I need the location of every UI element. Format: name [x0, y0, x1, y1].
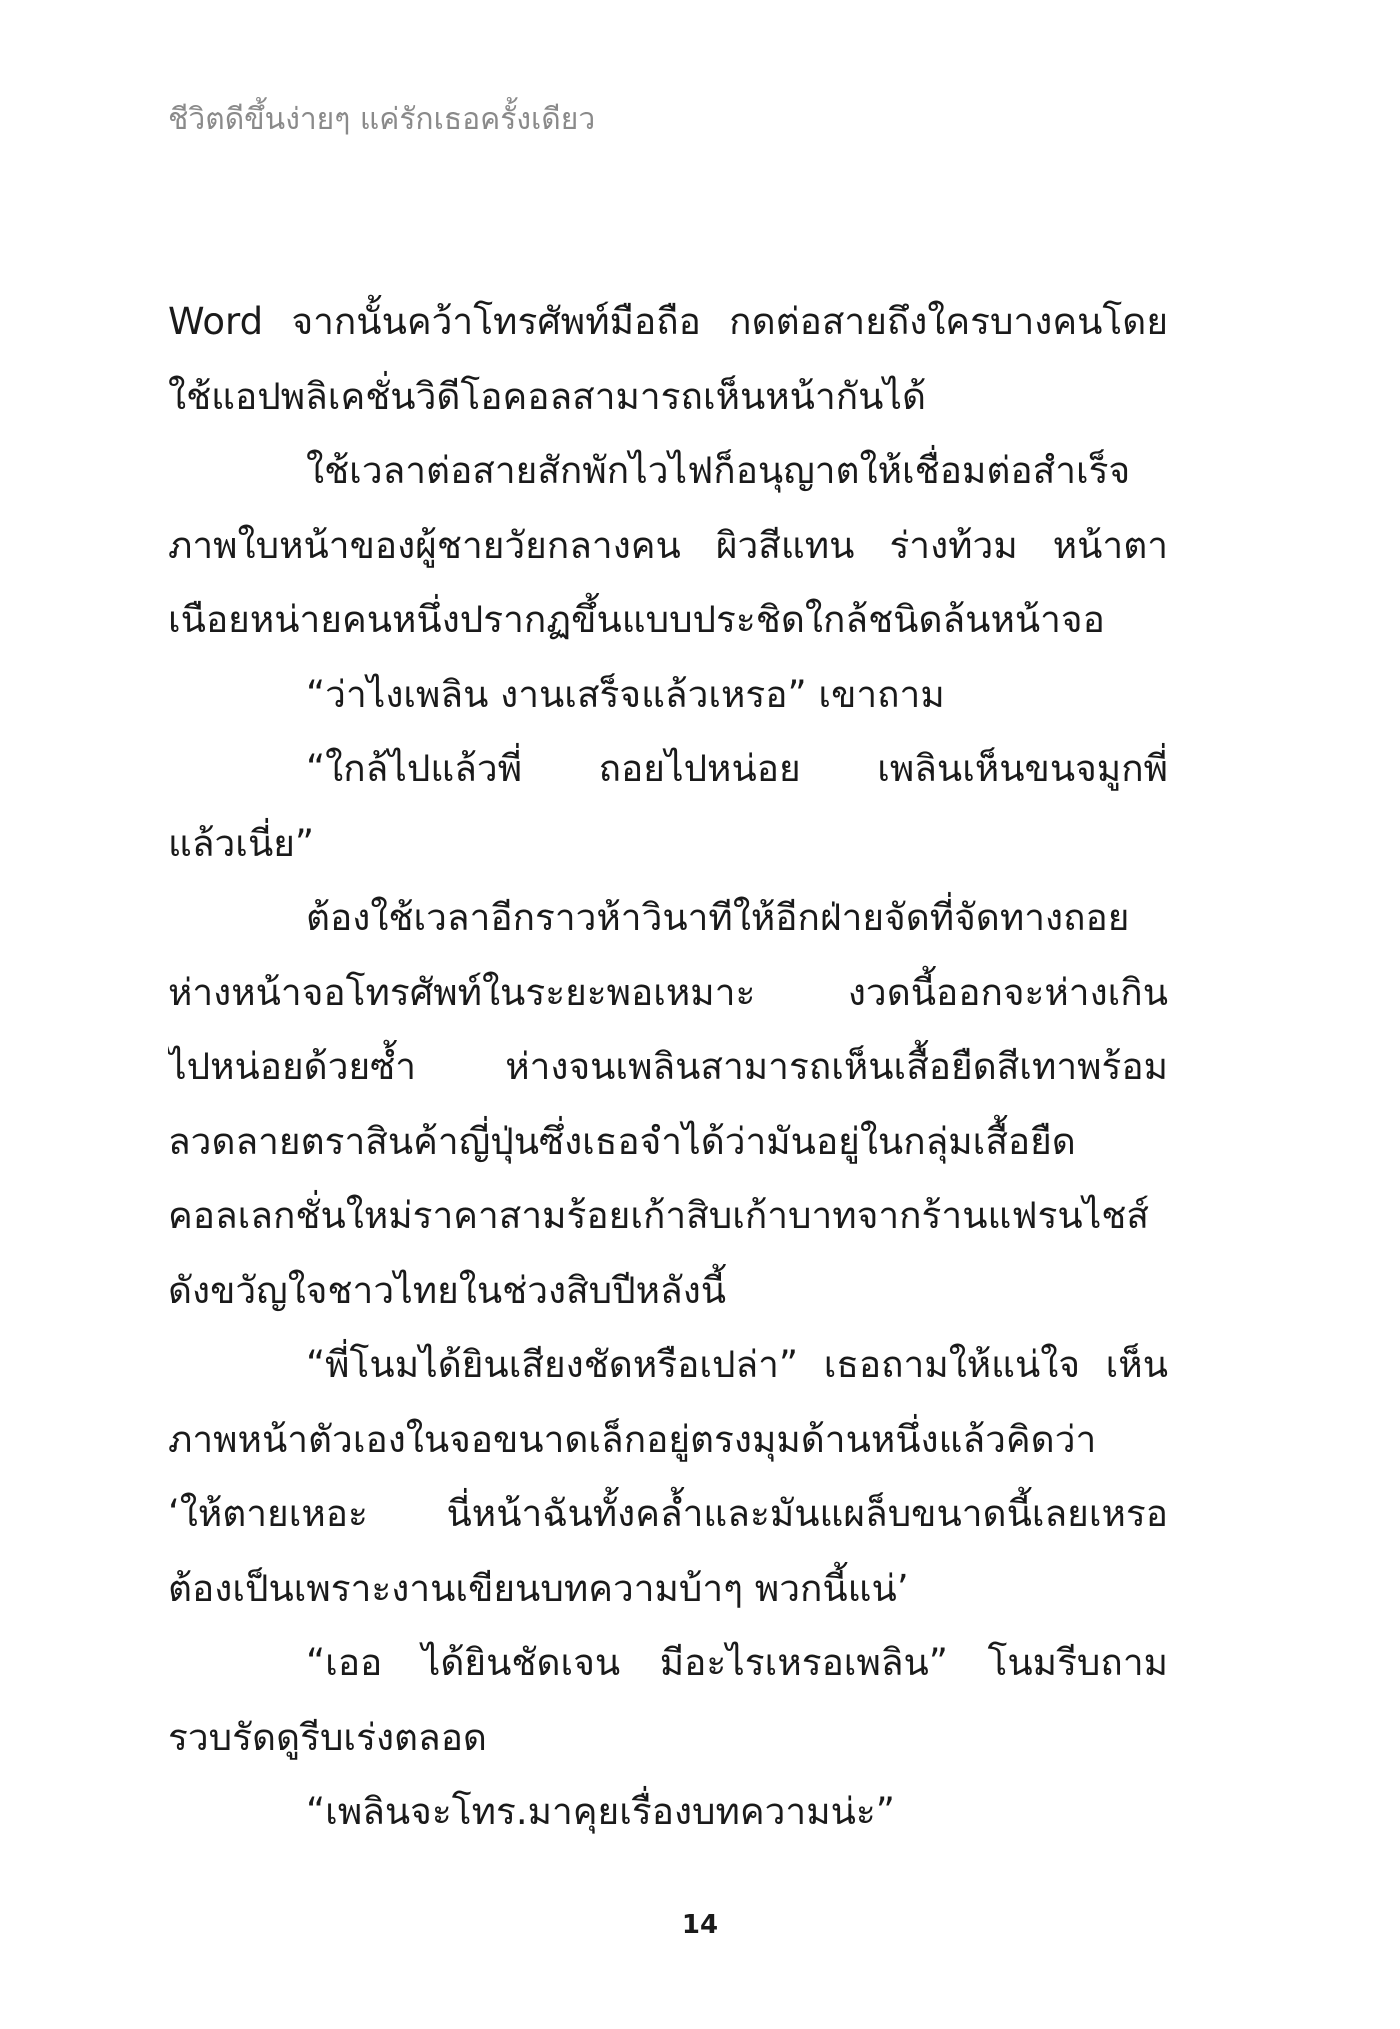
text-line: “ใกล้ไปแล้วพี่ ถอยไปหน่อย เพลินเห็นขนจมูกพี่ — [306, 747, 1168, 790]
text-line: แล้วเนี่ย” — [168, 821, 315, 865]
text-line: รวบรัดดูรีบเร่งตลอด — [168, 1715, 487, 1759]
text-line: ต้องเป็นเพราะงานเขียนบทความบ้าๆ พวกนี้แน่’ — [168, 1566, 909, 1610]
text-line: “เออ ได้ยินชัดเจน มีอะไรเหรอเพลิน” โนมรีบถาม — [306, 1641, 1168, 1684]
text-line: ห่างหน้าจอโทรศัพท์ในระยะพอเหมาะ งวดนี้ออกจะห่างเกิน — [168, 970, 1168, 1014]
text-line: “ว่าไงเพลิน งานเสร็จแล้วเหรอ” เขาถาม — [306, 672, 945, 716]
text-line: ต้องใช้เวลาอีกราวห้าวินาทีให้อีกฝ่ายจัดที่จัดทางถอย — [306, 896, 1130, 939]
body-text — [168, 285, 1168, 1850]
text-line: เนือยหน่ายคนหนึ่งปรากฏขึ้นแบบประชิดใกล้ชนิดล้นหน้าจอ — [168, 598, 1105, 641]
text-line: ภาพหน้าตัวเองในจอขนาดเล็กอยู่ตรงมุมด้านหนึ่งแล้วคิดว่า — [168, 1417, 1097, 1461]
text-line: ภาพใบหน้าของผู้ชายวัยกลางคน ผิวสีแทน ร่างท้วม หน้าตา — [168, 523, 1168, 567]
text-line: ใช้แอปพลิเคชั่นวิดีโอคอลสามารถเห็นหน้ากันได้ — [168, 374, 927, 418]
text-line: ใช้เวลาต่อสายสักพักไวไฟก็อนุญาตให้เชื่อมต่อสำเร็จ — [306, 449, 1131, 492]
text-line: คอลเลกชั่นใหม่ราคาสามร้อยเก้าสิบเก้าบาทจากร้านแฟรนไชส์ — [168, 1194, 1150, 1237]
text-line: “เพลินจะโทร.มาคุยเรื่องบทความน่ะ” — [306, 1790, 895, 1833]
text-line: ดังขวัญใจชาวไทยในช่วงสิบปีหลังนี้ — [168, 1268, 727, 1312]
text-line: ไปหน่อยด้วยซ้ำ ห่างจนเพลินสามารถเห็นเสื้อยืดสีเทาพร้อม — [168, 1045, 1168, 1088]
text-line: Word จากนั้นคว้าโทรศัพท์มือถือ กดต่อสายถึงใครบางคนโดย — [168, 300, 1168, 343]
text-line: ลวดลายตราสินค้าญี่ปุ่นซึ่งเธอจำได้ว่ามันอยู่ในกลุ่มเสื้อยืด — [168, 1119, 1076, 1163]
text-line: ‘ให้ตายเหอะ นี่หน้าฉันทั้งคล้ำและมันแผล็บขนาดนี้เลยเหรอ — [168, 1492, 1168, 1535]
text-line: “พี่โนมได้ยินเสียงชัดหรือเปล่า” เธอถามให้แน่ใจ เห็น — [306, 1343, 1168, 1386]
page-number: 14 — [681, 1910, 719, 1940]
running-header-title: ชีวิตดีขึ้นง่ายๆ แค่รักเธอครั้งเดียว — [168, 102, 596, 137]
